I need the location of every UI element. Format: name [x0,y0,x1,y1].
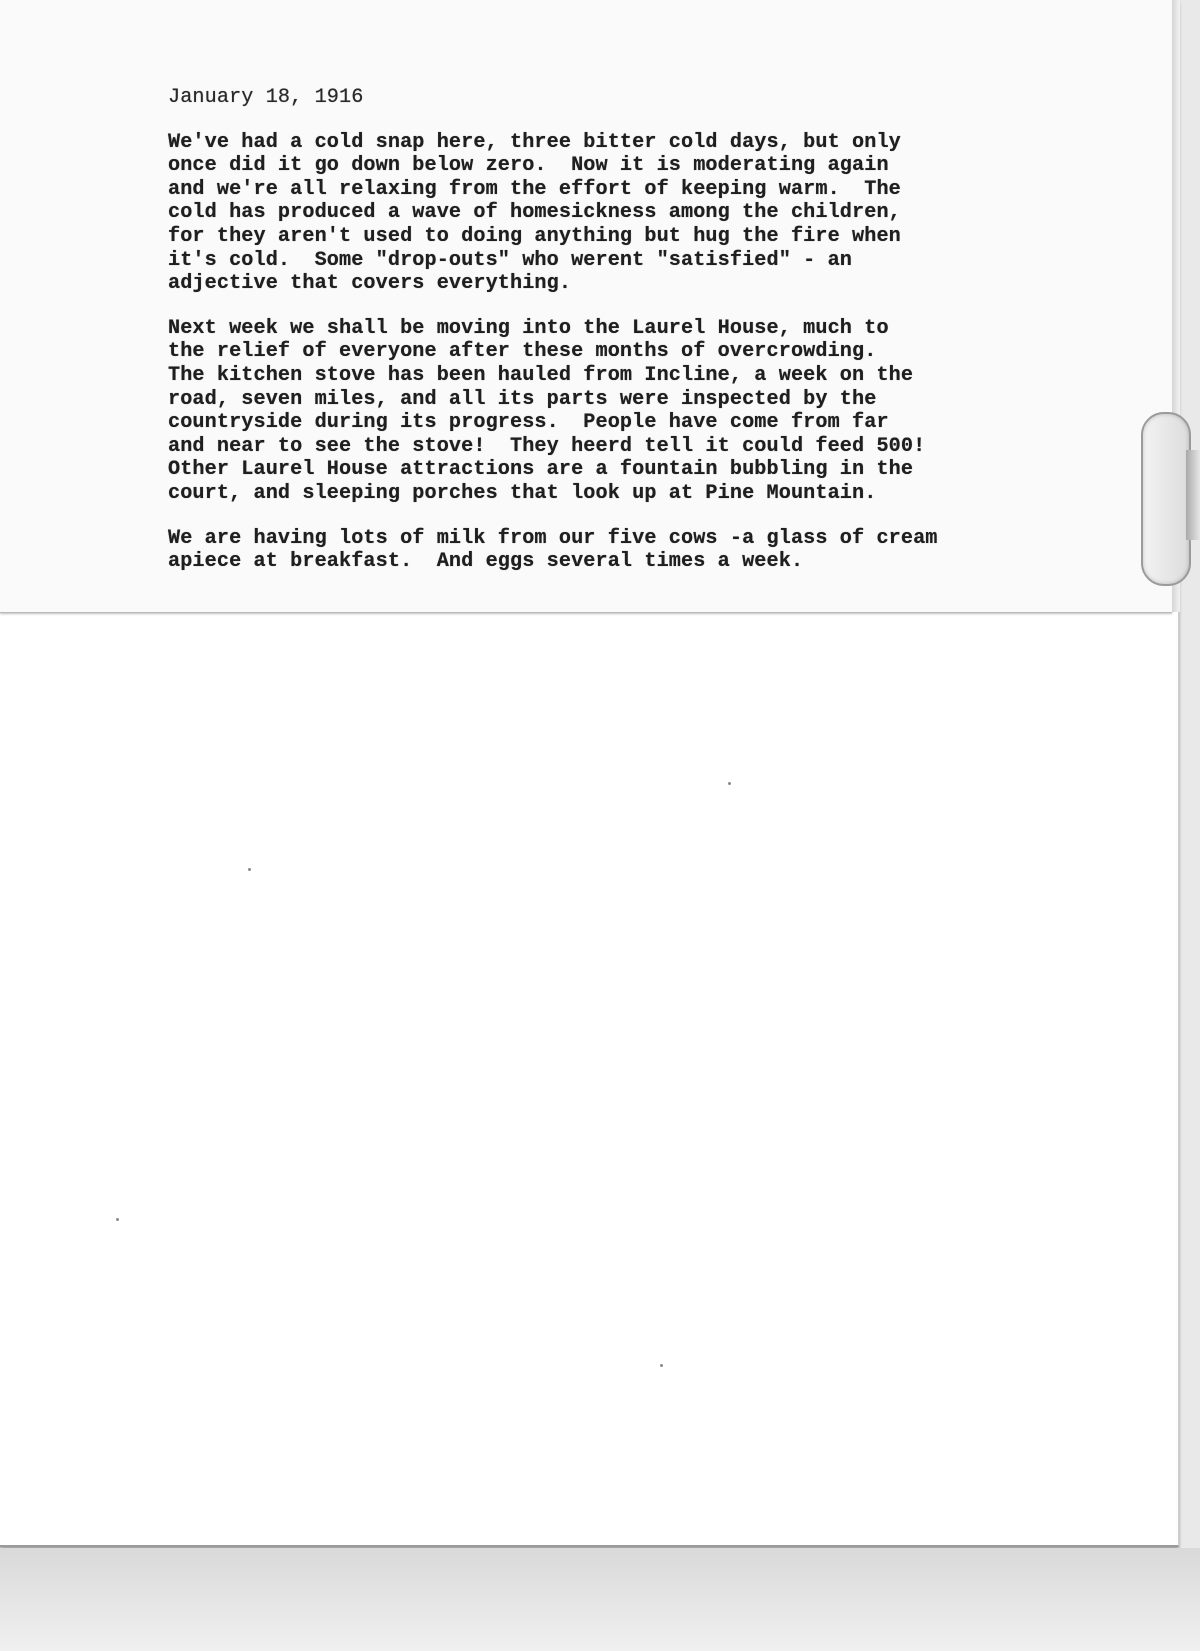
typed-letter-slip [0,0,1172,613]
text-line: once did it go down below zero. Now it is moderating again [168,154,889,178]
text-line: Other Laurel House attractions are a fountain bubbling in the [168,458,914,482]
text-line: the relief of everyone after these months of overcrowding. [168,340,877,364]
text-line: adjective that covers everything. [168,272,572,296]
paper-speck [116,1218,119,1221]
text-line: countryside during its progress. People have come from far [168,411,889,435]
letter-date: January 18, 1916 [168,86,364,109]
text-line: it's cold. Some "drop-outs" who werent "satisfied" - an [168,248,853,272]
letter-body [168,86,1068,595]
paragraph-2 [168,317,1068,506]
text-line: court, and sleeping porches that look up at Pine Mountain. [168,481,877,505]
paper-speck [660,1364,663,1367]
text-line: We are having lots of milk from our five cows -a glass of cream [168,526,938,550]
text-line: and near to see the stove! They heerd tell it could feed 500! [168,434,926,458]
text-line: Next week we shall be moving into the Laurel House, much to [168,316,889,340]
clip-tab [1186,450,1200,540]
text-line: We've had a cold snap here, three bitter cold days, but only [168,130,901,154]
text-line: The kitchen stove has been hauled from Incline, a week on the [168,363,914,387]
paragraph-1 [168,131,1068,296]
paper-clip-icon [1141,412,1191,586]
paragraph-3 [168,527,1068,574]
text-line: cold has produced a wave of homesickness among the children, [168,201,901,225]
paper-speck [248,868,251,871]
paper-speck [728,782,731,785]
text-line: for they aren't used to doing anything but hug the fire when [168,224,901,248]
text-line: and we're all relaxing from the effort of keeping warm. The [168,177,901,201]
text-line: road, seven miles, and all its parts were inspected by the [168,387,877,411]
text-line: apiece at breakfast. And eggs several times a week. [168,550,804,574]
scan-background [0,1548,1200,1651]
